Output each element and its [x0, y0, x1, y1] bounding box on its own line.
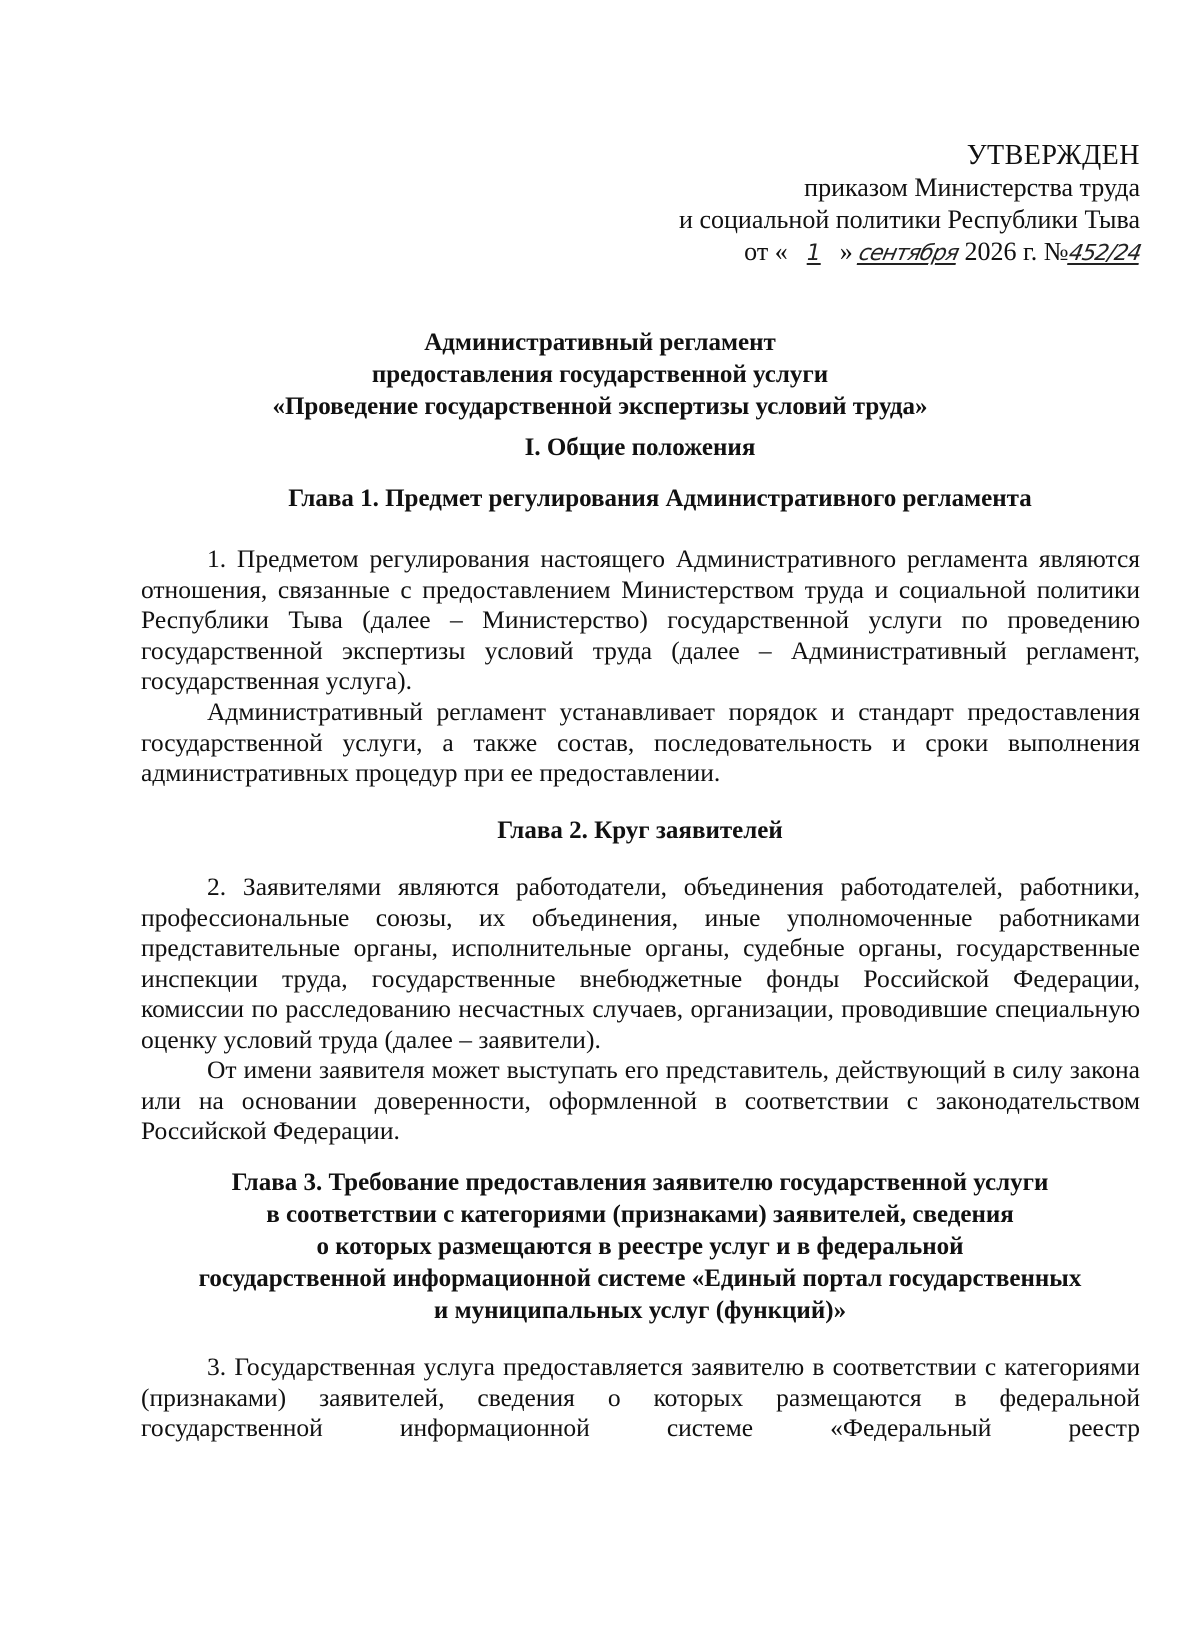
handwritten-month: сентября	[856, 241, 961, 266]
date-mid: »	[839, 237, 853, 266]
chapter-2-heading	[140, 815, 1140, 847]
chapter-3-heading-line-3: о которых размещаются в реестре услуг и в федеральной	[316, 1233, 964, 1260]
approval-title: УТВЕРЖДЕН	[966, 140, 1140, 171]
handwritten-day: 1	[806, 241, 821, 266]
chapter-3-paragraph-1: 3. Государственная услуга предоставляется заявителю в соответствии с категориями (признаками) заявителей, сведения о которых размещаются в федеральной государственной информационной системе «Федеральный реестр	[141, 1352, 1140, 1442]
approval-date-line	[500, 236, 1143, 270]
date-prefix: от «	[744, 237, 788, 266]
chapter-3-heading-line-4: государственной информационной системе «Единый портал государственных	[198, 1265, 1082, 1292]
approval-stamp	[500, 140, 1143, 270]
chapter-3-heading-line-2: в соответствии с категориями (признаками) заявителей, сведения	[266, 1201, 1014, 1228]
title-line-2: предоставления государственной услуги	[371, 361, 829, 388]
chapter-3-heading-line-5: и муниципальных услуг (функций)»	[433, 1297, 847, 1324]
document-title	[140, 327, 1060, 423]
approval-line-2: и социальной политики Республики Тыва	[679, 205, 1140, 234]
chapter-1-heading-text: Глава 1. Предмет регулирования Административного регламента	[288, 485, 1032, 512]
chapter-2-paragraph-1: 2. Заявителями являются работодатели, объединения работодателей, работники, профессиональные союзы, их объединения, иные уполномоченные работниками представительные органы, исполнительные органы, судебные органы, государственные инспекции труда, государственные внебюджетные фонды Российской Федерации, комиссии по расследованию несчастных случаев, организации, проводившие специальную оценку условий труда (далее – заявители).	[141, 872, 1140, 1054]
chapter-2-paragraph-2: От имени заявителя может выступать его представитель, действующий в силу закона или на основании доверенности, оформленной в соответствии с законодательством Российской Федерации.	[141, 1055, 1140, 1145]
title-line-3: «Проведение государственной экспертизы условий труда»	[272, 393, 928, 420]
section-heading-text: I. Общие положения	[524, 434, 756, 461]
chapter-3-heading-line-1: Глава 3. Требование предоставления заявителю государственной услуги	[231, 1169, 1049, 1196]
date-year: 2026 г. №	[964, 237, 1069, 266]
section-heading-1	[140, 432, 1140, 464]
chapter-2-heading-text: Глава 2. Круг заявителей	[497, 817, 783, 844]
handwritten-order-number: 452/24	[1066, 241, 1143, 266]
title-line-1: Административный регламент	[424, 329, 776, 356]
chapter-1-heading	[160, 483, 1160, 515]
approval-line-1: приказом Министерства труда	[804, 173, 1140, 202]
chapter-3-heading	[140, 1167, 1140, 1327]
chapter-1-paragraph-1: 1. Предметом регулирования настоящего Административного регламента являются отношения, связанные с предоставлением Министерством труда и социальной политики Республики Тыва (далее – Министерство) государственной услуги по проведению государственной экспертизы условий труда (далее – Административный регламент, государственная услуга).	[141, 544, 1140, 695]
chapter-1-paragraph-2: Административный регламент устанавливает порядок и стандарт предоставления государственной услуги, а также состав, последовательность и сроки выполнения административных процедур при ее предоставлении.	[141, 697, 1140, 787]
